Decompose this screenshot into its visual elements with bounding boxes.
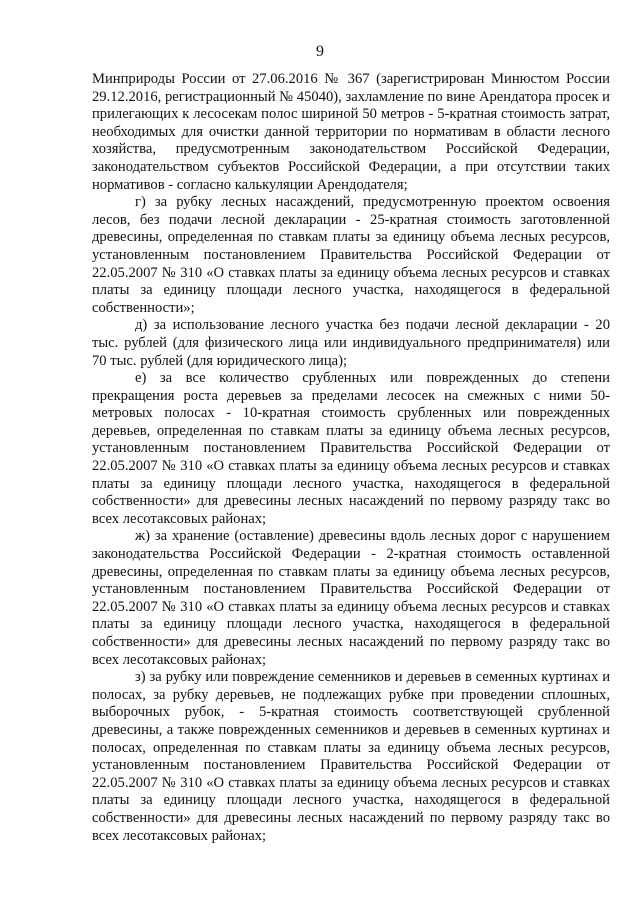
paragraph-continuation: Минприроды России от 27.06.2016 № 367 (зарегистрирован Минюстом России 29.12.2016, регистрационный № 45040), захламление по вине Арендатора просек и прилегающих к лесосекам полос шириной 50 метров - 5-кратная стоимость затрат, необходимых для очистки данной территории по нормативам в области лесного хозяйства, предусмотренным законодательством Российской Федерации, законодательством субъектов Российской Федерации, а при отсутствии таких нормативов - согласно калькуляции Арендодателя; — [92, 71, 610, 193]
paragraph-z: з) за рубку или повреждение семенников и деревьев в семенных куртинах и полосах, за рубку деревьев, не подлежащих рубке при проведении сплошных, выборочных рубок, - 5-кратная стоимость соответствующей срубленной древесины, а также поврежденных семенников и деревьев в семенных куртинах и полосах, определенная по ставкам платы за единицу объема лесных ресурсов, установленным постановлением Правительства Российской Федерации от 22.05.2007 № 310 «О ставках платы за единицу объема лесных ресурсов и ставках платы за единицу площади лесного участка, находящегося в федеральной собственности» для древесины лесных насаждений по первому разряду такс во всех лесотаксовых районах; — [92, 669, 610, 844]
document-body — [92, 71, 610, 845]
paragraph-zh: ж) за хранение (оставление) древесины вдоль лесных дорог с нарушением законодательства Российской Федерации - 2-кратная стоимость оставленной древесины, определенная по ставкам платы за единицу объема лесных ресурсов, установленным постановлением Правительства Российской Федерации от 22.05.2007 № 310 «О ставках платы за единицу объема лесных ресурсов и ставках платы за единицу площади лесного участка, находящегося в федеральной собственности» для древесины лесных насаждений по первому разряду такс во всех лесотаксовых районах; — [92, 528, 610, 668]
paragraph-g: г) за рубку лесных насаждений, предусмотренную проектом освоения лесов, без подачи лесной декларации - 25-кратная стоимость заготовленной древесины, определенная по ставкам платы за единицу объема лесных ресурсов, установленным постановлением Правительства Российской Федерации от 22.05.2007 № 310 «О ставках платы за единицу объема лесных ресурсов и ставках платы за единицу площади лесного участка, находящегося в федеральной собственности»; — [92, 194, 610, 316]
paragraph-d: д) за использование лесного участка без подачи лесной декларации - 20 тыс. рублей (для физического лица или индивидуального предпринимателя) или 70 тыс. рублей (для юридического лица); — [92, 317, 610, 369]
paragraph-e: е) за все количество срубленных или поврежденных до степени прекращения роста деревьев за пределами лесосек на смежных с ними 50-метровых полосах - 10-кратная стоимость срубленных или поврежденных деревьев, определенная по ставкам платы за единицу объема лесных ресурсов, установленным постановлением Правительства Российской Федерации от 22.05.2007 № 310 «О ставках платы за единицу объема лесных ресурсов и ставках платы за единицу площади лесного участка, находящегося в федеральной собственности» для древесины лесных насаждений по первому разряду такс во всех лесотаксовых районах; — [92, 370, 610, 527]
page-number: 9 — [316, 43, 324, 60]
